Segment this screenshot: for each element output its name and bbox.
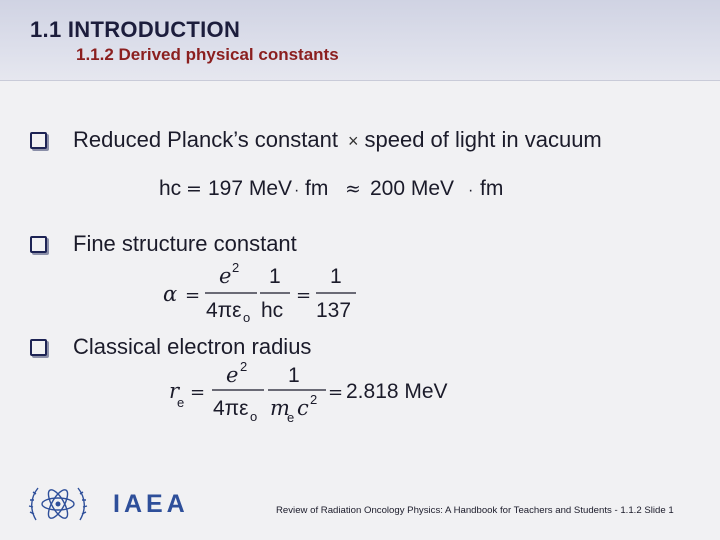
- bullet-label-a: Reduced Planck’s constant: [73, 127, 338, 152]
- alpha-eq-1: =: [185, 285, 201, 306]
- checkbox-bullet-icon: [30, 132, 47, 149]
- checkbox-bullet-icon: [30, 339, 47, 356]
- alpha-den-4pieps: 4πε: [206, 299, 242, 322]
- formula-re: [160, 360, 480, 432]
- re-den-m-sub: e: [287, 410, 295, 425]
- iaea-logo-text: IAEA: [113, 490, 189, 518]
- alpha-num-exp: 2: [232, 260, 240, 275]
- formula-hc: [150, 168, 530, 208]
- re-eq-2: =: [328, 382, 344, 403]
- re-eq-1: =: [190, 382, 206, 403]
- alpha-eq-2: =: [296, 285, 312, 306]
- re-value: 2.818 MeV: [346, 380, 448, 403]
- formula-alpha: [155, 258, 375, 324]
- formula-value-197: 197 MeV: [208, 177, 293, 200]
- formula-unit-fm-2: fm: [480, 177, 504, 200]
- formula-unit-fm-1: fm: [305, 177, 329, 200]
- formula-value-200: 200 MeV: [370, 177, 455, 200]
- alpha-num-1: 1: [269, 265, 281, 288]
- footer-caption: Review of Radiation Oncology Physics: A Handbook for Teachers and Students - 1.1.2 Slide 1: [276, 505, 674, 516]
- slide-header: [0, 0, 720, 81]
- alpha-den-sub: o: [243, 310, 251, 324]
- bullet-label: Fine structure constant: [73, 231, 297, 256]
- alpha-num-1b: 1: [330, 265, 342, 288]
- slide-title: 1.1 INTRODUCTION: [30, 17, 241, 42]
- formula-dot-2: ·: [468, 182, 474, 199]
- alpha-num-e: e: [219, 264, 232, 288]
- bullet-planck: [30, 127, 602, 153]
- atom-logo-icon: [28, 480, 88, 530]
- formula-approx: ≈: [345, 178, 361, 200]
- re-num-e: e: [226, 363, 239, 387]
- formula-hc-symbol: hc: [159, 177, 182, 200]
- checkbox-bullet-icon: [30, 236, 47, 253]
- bullet-electron-radius: [30, 334, 311, 360]
- bullet-label: Classical electron radius: [73, 334, 312, 359]
- times-sign: ×: [347, 131, 359, 151]
- formula-eq: =: [186, 178, 202, 200]
- re-den-c-exp: 2: [310, 392, 318, 407]
- re-num-1: 1: [288, 364, 300, 387]
- re-symbol: r: [169, 379, 180, 403]
- bullet-fine-structure: [30, 231, 297, 257]
- formula-dot-1: ·: [294, 182, 300, 199]
- alpha-den-hc: hc: [261, 299, 284, 322]
- re-den-4pieps: 4πε: [213, 397, 249, 420]
- re-den-c: c: [297, 396, 309, 420]
- slide-subtitle: 1.1.2 Derived physical constants: [76, 45, 339, 64]
- re-sub: e: [177, 395, 185, 410]
- re-den-sub: o: [250, 409, 258, 424]
- re-den-m: m: [270, 396, 290, 420]
- alpha-symbol: α: [163, 282, 178, 306]
- alpha-den-137: 137: [316, 299, 352, 322]
- bullet-label-b: speed of light in vacuum: [364, 127, 602, 152]
- re-num-exp: 2: [240, 360, 248, 374]
